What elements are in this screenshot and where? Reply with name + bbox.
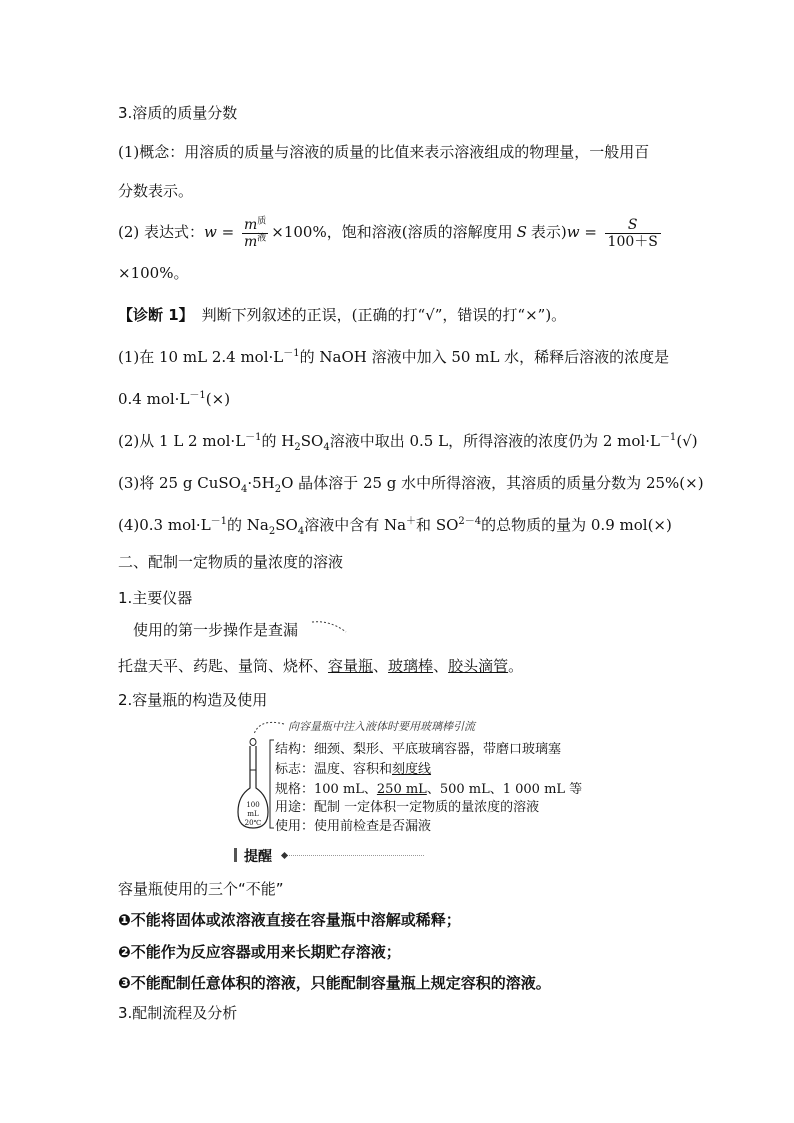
- q3-sub-2: 2: [274, 484, 282, 495]
- q4-sub-2: 4: [297, 526, 305, 537]
- q4-part-d: 溶液中含有 Na: [304, 516, 407, 534]
- diagnosis-label: 【诊断 1】: [118, 306, 194, 324]
- m-solute: m: [243, 216, 258, 233]
- m-solution: m: [243, 233, 258, 250]
- frac-numerator: S: [605, 217, 661, 234]
- flask-usage: 使用：使用前检查是否漏液: [275, 819, 432, 834]
- handwritten-note: 向容量瓶中注入液体时要用玻璃棒引流: [288, 720, 475, 733]
- saturated-text: ，饱和溶液(溶质的溶解度用: [326, 223, 513, 241]
- q3-part-b: ·5H: [247, 474, 275, 492]
- section-heading: 3.溶质的质量分数: [118, 104, 238, 122]
- q3-sub: 4: [240, 484, 248, 495]
- q4-part-c: SO: [275, 516, 298, 534]
- q2-part-a: (2)从 1 L 2 mol·L: [118, 432, 246, 450]
- q4-part-a: (4)0.3 mol·L: [118, 516, 211, 534]
- q1-sup: －1: [283, 348, 300, 359]
- w-var-2: w: [566, 223, 580, 241]
- sub-heading-1: 1.主要仪器: [118, 589, 193, 607]
- not-2: ❷不能作为反应容器或用来长期贮存溶液；: [118, 943, 401, 961]
- flask-spec-a: 规格：100 mL、: [275, 782, 377, 797]
- q4-sub: 2: [268, 526, 276, 537]
- flask-structure: 结构：细颈、梨形、平底玻璃容器，带磨口玻璃塞: [275, 742, 562, 757]
- volumetric-flask-term: 容量瓶: [328, 657, 374, 675]
- expr-prefix: (2) 表达式：: [118, 223, 205, 241]
- q1-part-c: 0.4 mol·L: [118, 390, 190, 408]
- diagnosis-text: 判断下列叙述的正误，(正确的打“√”，错误的打“×”)。: [201, 306, 567, 324]
- q2-sup: －1: [245, 432, 262, 443]
- equals-sign: =: [216, 223, 239, 241]
- q1-part-b: 的 NaOH 溶液中加入 50 mL 水，稀释后溶液的浓度是: [299, 348, 670, 366]
- concept-line-1: (1)概念：用溶质的质量与溶液的质量的比值来表示溶液组成的物理量，一般用百: [118, 143, 650, 161]
- q2-part-c: SO: [300, 432, 324, 450]
- q1-sup-2: －1: [189, 390, 206, 401]
- expression-line: [118, 214, 664, 250]
- question-4: [118, 515, 672, 535]
- question-3: [118, 473, 704, 493]
- q1-answer: (×): [205, 390, 231, 408]
- part2-title: 二、配制一定物质的量浓度的溶液: [118, 553, 344, 571]
- flask-specs: [275, 781, 582, 798]
- question-1: [118, 347, 669, 367]
- graduation-line-term: 刻度线: [392, 762, 432, 777]
- q2-part-b: 的 H: [261, 432, 295, 450]
- callout-text: 使用的第一步操作是查漏: [133, 621, 299, 639]
- q2-part-d: 溶液中取出 0.5 L，所得溶液的浓度仍为 2 mol·L: [329, 432, 660, 450]
- flask-volume-label: 100 mL: [246, 801, 260, 818]
- inst-end: 。: [508, 657, 524, 675]
- glass-rod-term: 玻璃棒: [388, 657, 434, 675]
- q4-part-e: 和 SO: [416, 516, 459, 534]
- q2-sub: 2: [294, 442, 301, 453]
- instruments-line: [118, 656, 523, 676]
- flask-purpose: 用途：配制 一定体积一定物质的量浓度的溶液: [275, 800, 540, 815]
- question-1-cont: [118, 389, 230, 409]
- q2-sub-2: 4: [323, 442, 330, 453]
- s-var: S: [516, 223, 527, 241]
- q4-sup-3: 2－4: [458, 516, 482, 527]
- sup-solution: 液: [257, 232, 267, 243]
- expression-tail: ×100%。: [118, 264, 189, 282]
- q4-sup: －1: [210, 516, 228, 527]
- q4-part-b: 的 Na: [227, 516, 269, 534]
- reminder-label: 提醒: [244, 849, 272, 865]
- flask-label: [240, 801, 266, 828]
- frac-denominator: 100＋S: [607, 233, 658, 250]
- equals-sign-2: =: [579, 223, 602, 241]
- reminder-divider: [284, 855, 424, 856]
- diagnosis-prompt: [118, 305, 566, 325]
- times-100: ×100%: [271, 223, 327, 241]
- reminder-bar: [234, 848, 237, 862]
- three-nots-title: 容量瓶使用的三个“不能”: [118, 880, 284, 898]
- q3-part-c: O 晶体溶于 25 g 水中所得溶液，其溶质的质量分数为 25%(×): [281, 474, 704, 492]
- not-1: ❶不能将固体或浓溶液直接在容量瓶中溶解或稀释；: [118, 911, 461, 929]
- sub-heading-2: 2.容量瓶的构造及使用: [118, 691, 268, 709]
- question-2: [118, 431, 698, 451]
- sub-heading-3: 3.配制流程及分析: [118, 1004, 238, 1022]
- flask-temp-label: 20℃: [244, 819, 262, 827]
- mass-fraction: [242, 217, 268, 250]
- q1-part-a: (1)在 10 mL 2.4 mol·L: [118, 348, 284, 366]
- saturated-text-2: 表示): [530, 223, 567, 241]
- q3-part-a: (3)将 25 g CuSO: [118, 474, 241, 492]
- reminder-diamond-icon: [281, 852, 288, 859]
- q4-part-f: 的总物质的量为 0.9 mol(×): [481, 516, 672, 534]
- flask-mark-text: 标志：温度、容积和: [275, 762, 393, 777]
- concept-line-2: 分数表示。: [118, 182, 194, 200]
- solubility-fraction: [605, 217, 661, 250]
- q2-sup-2: －1: [659, 432, 677, 443]
- q4-sup-2: ＋: [406, 516, 417, 527]
- sep-2: 、: [433, 657, 449, 675]
- dropper-term: 胶头滴管: [448, 657, 509, 675]
- sup-solute: 质: [257, 215, 267, 226]
- inst-prefix: 托盘天平、药匙、量筒、烧杯、: [118, 657, 329, 675]
- flask-mark: [275, 761, 431, 778]
- not-3: ❸不能配制任意体积的溶液，只能配制容量瓶上规定容积的溶液。: [118, 974, 551, 992]
- w-var: w: [204, 223, 217, 241]
- flask-spec-c: 、500 mL、1 000 mL 等: [426, 782, 583, 797]
- sep-1: 、: [373, 657, 389, 675]
- callout-dashed-line: [310, 618, 350, 636]
- q2-answer: (√): [676, 432, 698, 450]
- flask-spec-250: 250 mL: [376, 782, 427, 797]
